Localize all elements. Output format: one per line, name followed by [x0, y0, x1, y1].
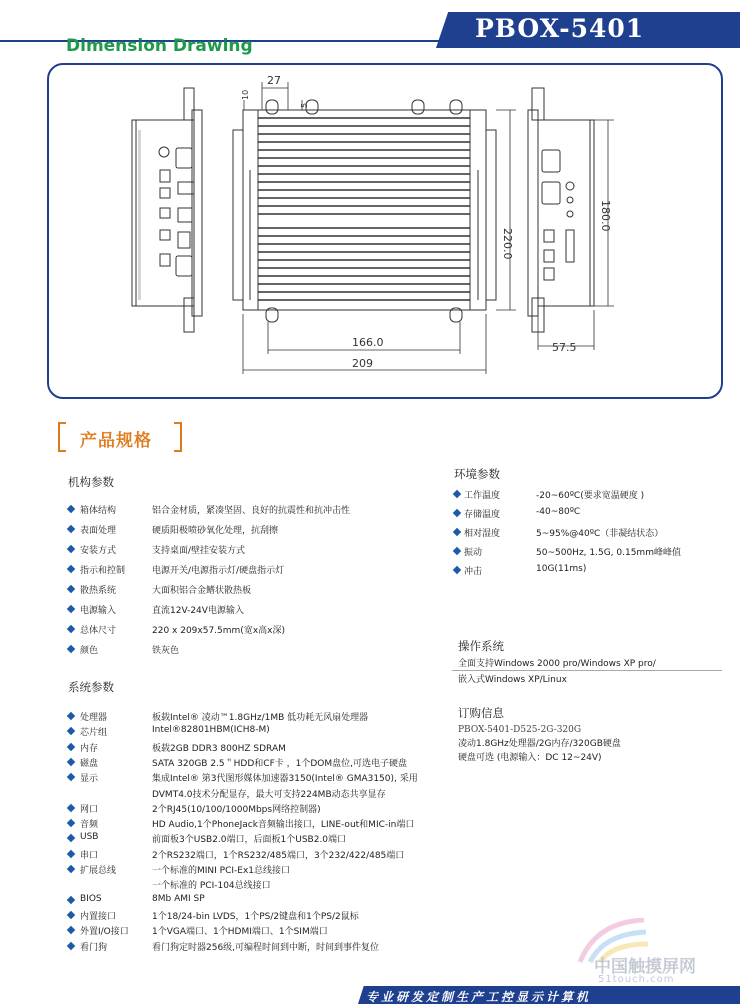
environment-heading: 环境参数	[454, 467, 500, 481]
bullet-icon	[67, 804, 75, 812]
bullet-icon	[67, 585, 75, 593]
bullet-icon	[67, 727, 75, 735]
spec-value: 板载2GB DDR3 800HZ SDRAM	[152, 743, 286, 754]
spec-value-cont: 一个标准的 PCI-104总线接口	[152, 881, 271, 892]
spec-value: 50~500Hz, 1.5G, 0.15mm峰峰值	[536, 548, 681, 558]
spec-value: -20~60ºC(要求宽温硬度 )	[536, 491, 645, 501]
spec-label: 磁盘	[80, 758, 99, 769]
spec-label: 箱体结构	[80, 506, 117, 516]
spec-value: HD Audio,1个PhoneJack音频输出接口，LINE-out和MIC-in端口	[152, 820, 415, 831]
spec-value: 支持桌面/壁挂安装方式	[152, 546, 246, 556]
spec-label: 相对湿度	[464, 529, 501, 539]
bullet-icon	[67, 565, 75, 573]
model-title: PBOX-5401	[475, 14, 645, 43]
bullet-icon	[67, 834, 75, 842]
spec-label: 冲击	[464, 567, 483, 577]
spec-label: 存储温度	[464, 510, 501, 520]
spec-value: 2个RS232端口，1个RS232/485端口，3个232/422/485端口	[152, 850, 405, 861]
spec-value: 5~95%@40ºC（非凝结状态）	[536, 529, 664, 539]
bullet-icon	[67, 525, 75, 533]
bullet-icon	[453, 528, 461, 536]
bullet-icon	[67, 773, 75, 781]
os-line-2: 嵌入式Windows XP/Linux	[458, 675, 567, 685]
bullet-icon	[453, 566, 461, 574]
right-view	[528, 88, 594, 332]
spec-value: 铝合金材质，紧凑坚固、良好的抗震性和抗冲击性	[152, 506, 351, 516]
bullet-icon	[67, 895, 75, 903]
spec-label: 电源输入	[80, 606, 117, 616]
spec-value: 1个18/24-bin LVDS，1个PS/2键盘和1个PS/2鼠标	[152, 911, 359, 922]
dim-166-label: 166.0	[352, 336, 384, 349]
dimension-drawing-heading: Dimension Drawing	[66, 36, 253, 56]
bullet-icon	[67, 865, 75, 873]
spec-label: 音频	[80, 820, 99, 831]
spec-label: 内存	[80, 743, 99, 754]
order-code: PBOX-5401-D525-2G-320G	[458, 725, 582, 735]
os-line-1: 全面支持Windows 2000 pro/Windows XP pro/	[458, 659, 656, 669]
bullet-icon	[453, 490, 461, 498]
spec-value-cont: DVMT4.0技术分配显存，最大可支持224MB动态共享显存	[152, 789, 386, 800]
spec-label: 内置接口	[80, 911, 117, 922]
dim-27-label: 27	[267, 74, 281, 87]
spec-title: 产品规格	[80, 431, 152, 451]
spec-label: 颜色	[80, 646, 99, 656]
bullet-icon	[67, 645, 75, 653]
spec-value: 8Mb AMI SP	[152, 893, 205, 904]
bullet-icon	[67, 758, 75, 766]
spec-label: 芯片组	[80, 728, 108, 739]
bullet-icon	[67, 505, 75, 513]
order-line-2: 硬盘可选 (电源输入：DC 12~24V)	[458, 753, 602, 763]
spec-value: 直流12V-24V电源输入	[152, 606, 244, 616]
front-view	[233, 110, 496, 310]
bullet-icon	[67, 742, 75, 750]
spec-label: 串口	[80, 850, 99, 861]
spec-label: 处理器	[80, 713, 108, 723]
dim-180-label: 180.0	[599, 200, 612, 232]
bullet-icon	[453, 547, 461, 555]
spec-label: 显示	[80, 774, 99, 785]
footer-slogan: 专业研发定制生产工控显示计算机	[366, 990, 592, 1004]
order-line-1: 凌动1.8GHz处理器/2G内存/320GB硬盘	[458, 739, 621, 749]
spec-label: 安装方式	[80, 546, 117, 556]
spec-label: BIOS	[80, 893, 102, 904]
spec-value: 220 x 209x57.5mm(宽x高x深)	[152, 626, 285, 636]
left-view	[132, 88, 202, 332]
spec-label: 工作温度	[464, 491, 501, 501]
spec-value: Intel®82801HBM(ICH8-M)	[152, 725, 270, 736]
dim-57-label: 57.5	[552, 341, 577, 354]
spec-value: 2个RJ45(10/100/1000Mbps网络控制器)	[152, 804, 321, 815]
mechanical-heading: 机构参数	[68, 475, 114, 489]
spec-value: 铁灰色	[152, 646, 180, 656]
spec-label: 外置I/O接口	[80, 927, 129, 938]
dimension-drawing	[120, 70, 620, 390]
spec-label: 散热系统	[80, 586, 117, 596]
spec-value: 一个标准的MINI PCI-Ex1总线接口	[152, 866, 291, 876]
bullet-icon	[67, 911, 75, 919]
spec-value: 前面板3个USB2.0端口，后面板1个USB2.0端口	[152, 835, 347, 846]
bullet-icon	[67, 545, 75, 553]
spec-label: 看门狗	[80, 942, 108, 953]
bullet-icon	[453, 509, 461, 517]
spec-value: 电源开关/电源指示灯/硬盘指示灯	[152, 566, 285, 576]
spec-value: 大面积铝合金鳍状散热板	[152, 586, 252, 596]
dim-10-label: 10	[241, 89, 250, 100]
spec-label: 表面处理	[80, 526, 117, 536]
spec-label: USB	[80, 832, 99, 843]
bullet-icon	[67, 819, 75, 827]
bullet-icon	[67, 926, 75, 934]
system-heading: 系统参数	[68, 680, 114, 694]
dim-5-label: 5	[300, 102, 309, 108]
dim-209-label: 209	[352, 357, 373, 370]
spec-label: 扩展总线	[80, 866, 117, 876]
bullet-icon	[67, 605, 75, 613]
spec-label: 网口	[80, 804, 99, 815]
bullet-icon	[67, 941, 75, 949]
bullet-icon	[67, 849, 75, 857]
os-heading: 操作系统	[458, 639, 504, 653]
watermark-text: 中国触摸屏网	[594, 957, 696, 977]
dim-220-label: 220.0	[501, 228, 514, 260]
spec-value: -40~80ºC	[536, 507, 581, 517]
bullet-icon	[67, 712, 75, 720]
spec-value: 看门狗定时器256级,可编程时间到中断，时间到事件复位	[152, 942, 380, 953]
spec-value: 硬质阳极喷砂氧化处理，抗刮擦	[152, 526, 279, 536]
spec-value: 1个VGA端口、1个HDMI端口、1个SIM端口	[152, 927, 328, 938]
watermark-url: 51touch.com	[598, 974, 675, 985]
bullet-icon	[67, 625, 75, 633]
spec-label: 指示和控制	[80, 566, 126, 576]
spec-label: 振动	[464, 548, 483, 558]
spec-value: 板载Intel® 凌动™1.8GHz/1MB 低功耗无风扇处理器	[152, 713, 369, 723]
spec-value: 集成Intel® 第3代图形媒体加速器3150(Intel® GMA3150), 采用	[152, 774, 418, 785]
order-heading: 订购信息	[458, 706, 504, 720]
spec-label: 总体尺寸	[80, 626, 117, 636]
spec-value: SATA 320GB 2.5＂HDD和CF卡 ，1个DOM盘位,可选电子硬盘	[152, 758, 407, 769]
spec-value: 10G(11ms)	[536, 564, 587, 574]
